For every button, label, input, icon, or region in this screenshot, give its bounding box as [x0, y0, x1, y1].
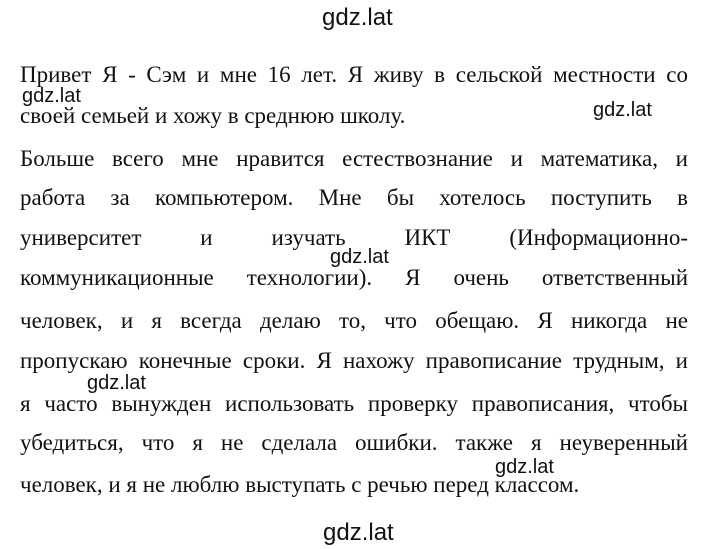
paragraph-2-line-5: человек, и я всегда делаю то, что обещаю. Я никогда не	[20, 308, 688, 333]
paragraph-2-line-7: я часто вынужден использовать проверку правописания, чтобы	[20, 391, 688, 416]
paragraph-2-line-9: человек, и я не люблю выступать с речью перед классом.	[20, 472, 580, 497]
paragraph-1-line-1: Привет Я - Сэм и мне 16 лет. Я живу в сельской местности со	[20, 62, 688, 87]
paragraph-2-line-4: коммуникационные технологии). Я очень ответственный	[20, 265, 688, 290]
paragraph-2-line-2: работа за компьютером. Мне бы хотелось поступить в	[20, 185, 688, 210]
paragraph-1-line-2: своей семьей и хожу в среднюю школу.	[20, 103, 406, 128]
paragraph-2-line-8: убедиться, что я не сделала ошибки. также я неуверенный	[20, 430, 688, 455]
watermark-middle: gdz.lat	[330, 246, 389, 268]
paragraph-2-line-6: пропускаю конечные сроки. Я нахожу правописание трудным, и	[20, 348, 688, 373]
watermark-bottom: gdz.lat	[323, 519, 394, 546]
watermark-top: gdz.lat	[322, 4, 393, 31]
paragraph-2-line-3: университет и изучать ИКТ (Информационно-	[20, 225, 688, 250]
watermark-right-1: gdz.lat	[593, 99, 652, 121]
paragraph-2-line-1: Больше всего мне нравится естествознание и математика, и	[20, 146, 688, 171]
watermark-right-2: gdz.lat	[495, 456, 554, 478]
watermark-left-2: gdz.lat	[87, 372, 146, 394]
watermark-left-1: gdz.lat	[22, 85, 81, 107]
